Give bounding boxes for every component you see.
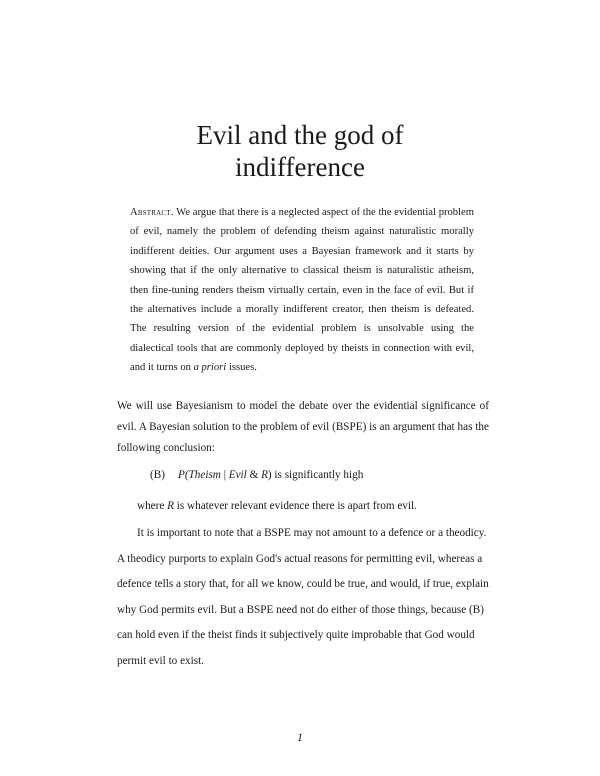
formula: [178, 465, 363, 486]
title-line-1: Evil and the god of: [196, 120, 404, 151]
formula-r: R: [261, 469, 268, 481]
abstract-emphasis: a priori: [193, 362, 227, 374]
formula-tag: (B): [150, 469, 165, 481]
formula-rest: ) is significantly high: [267, 469, 364, 481]
abstract-text-end: issues.: [226, 362, 257, 374]
where-line: [117, 496, 489, 517]
page-number: 1: [297, 730, 303, 744]
abstract: [130, 203, 474, 378]
paper-title: [0, 119, 600, 183]
where-before: where: [137, 500, 168, 512]
formula-amp: &: [246, 469, 262, 481]
intro-paragraph: We will use Bayesianism to model the debate over the evidential significance of evil. A Bayesian solution to the problem of evil (BSPE) is an argument that has the following conclusion:: [117, 400, 489, 454]
formula-p: P(: [178, 469, 189, 481]
body-text: [117, 396, 489, 674]
formula-evil: Evil: [228, 469, 247, 481]
display-formula-b: [117, 465, 489, 486]
formula-theism: Theism: [188, 469, 221, 481]
bspe-paragraph: It is important to note that a BSPE may not amount to a defence or a theodicy. A theodicy purports to explain God's actual reasons for permitting evil, whereas a defence tells a story that, for all we know, could be true, and would, if true, explain why God permits evil. But a BSPE need not do either of those things, because (B) can hold even if the theist finds it subjectively quite improbable that God would permit evil to exist.: [117, 527, 489, 667]
title-line-2: indifference: [235, 152, 365, 183]
formula-bar: |: [220, 469, 229, 481]
where-after: is whatever relevant evidence there is apart from evil.: [173, 500, 417, 512]
abstract-label: Abstract.: [130, 207, 174, 218]
where-r: R: [167, 500, 174, 512]
abstract-text: We argue that there is a neglected aspect of the the evidential problem of evil, namely the problem of defending theism against naturalistic morally indifferent deities. Our argument uses a Bayesian framework and it starts by showing that if the only alternative to classical theism is naturalistic atheism, then fine-tuning renders theism virtually certain, even in the face of evil. But if the alternatives include a morally indifferent creator, then theism is defeated. The resulting version of the evidential problem is unsolvable using the dialectical tools that are commonly deployed by theists in connection with evil, and it turns on: [130, 207, 474, 374]
